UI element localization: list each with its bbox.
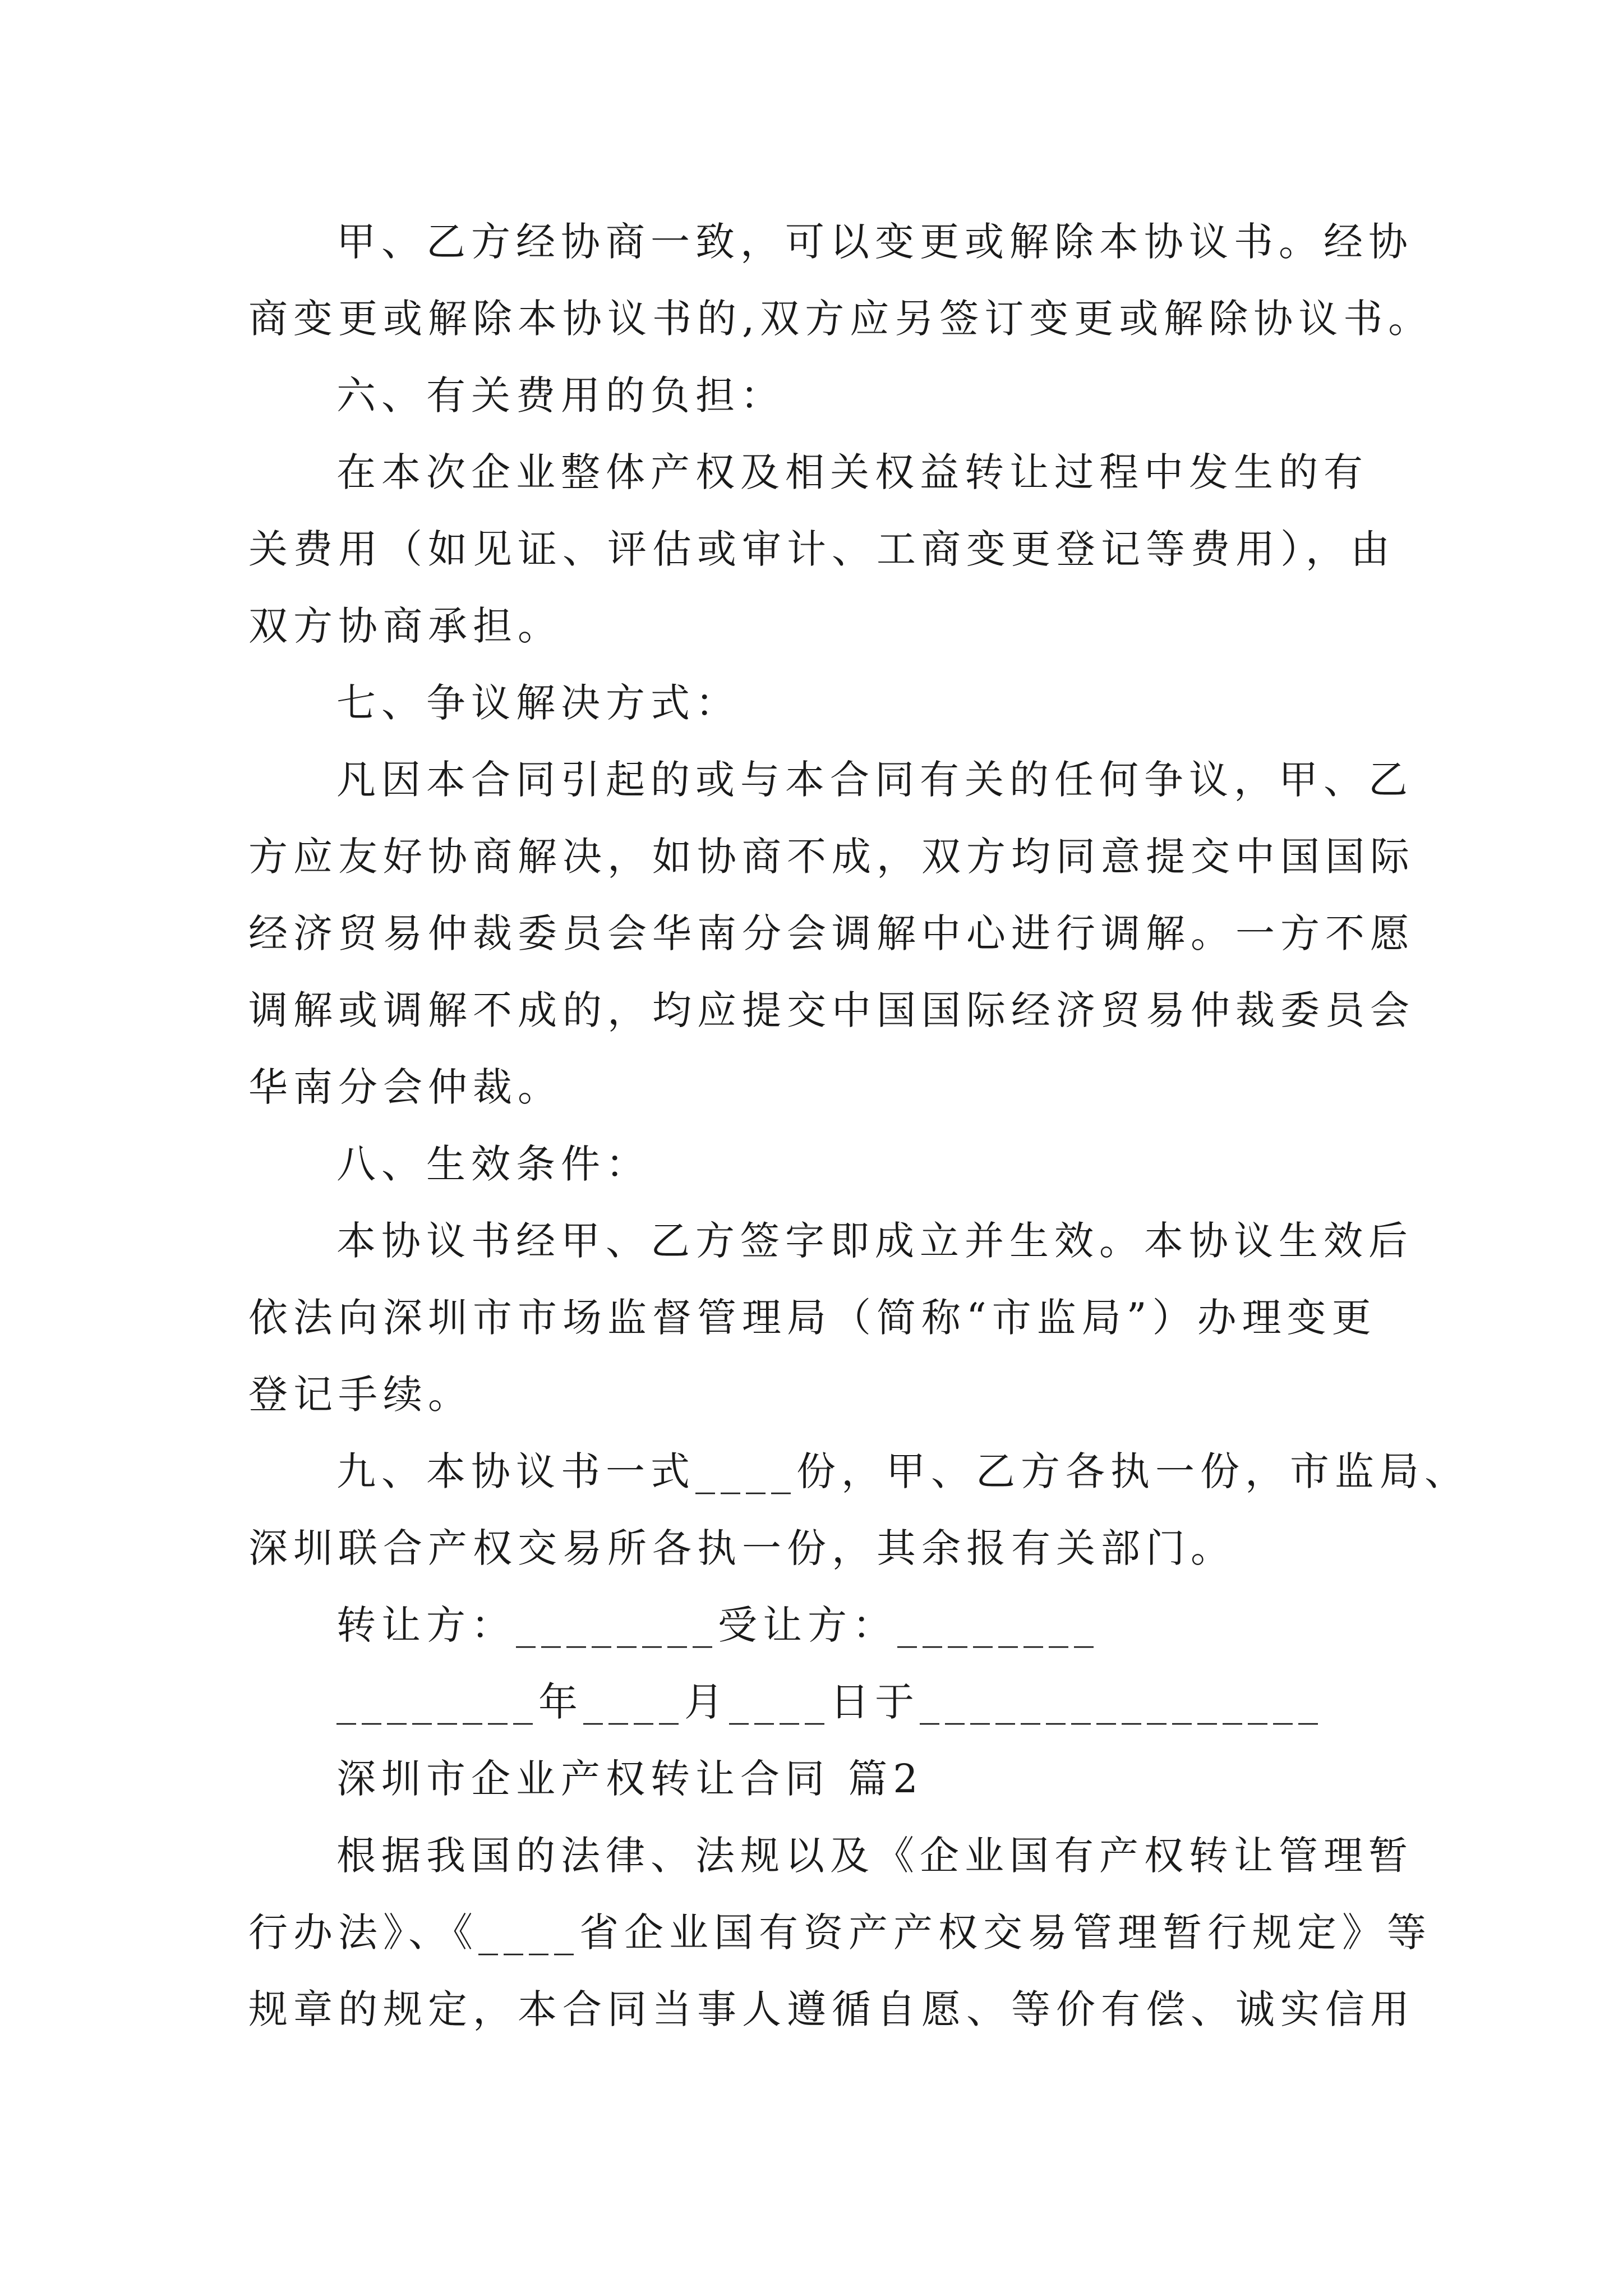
text-line: 甲、乙方经协商一致，可以变更或解除本协议书。经协	[336, 219, 1413, 265]
text-line: 关费用（如见证、评估或审计、工商变更登记等费用），由	[248, 526, 1395, 572]
text-line: 双方协商承担。	[248, 603, 562, 649]
date-line: ________年____月____日于________________	[336, 1679, 1324, 1725]
text-line: 九、本协议书一式____份，甲、乙方各执一份，市监局、	[336, 1448, 1469, 1494]
text-line: 规章的规定，本合同当事人遵循自愿、等价有偿、诚实信用	[248, 1986, 1415, 2032]
section-heading-6: 六、有关费用的负担：	[336, 372, 785, 418]
text-line: 行办法》、《____省企业国有资产产权交易管理暂行规定》等	[248, 1910, 1432, 1955]
text-line: 根据我国的法律、法规以及《企业国有产权转让管理暂	[336, 1833, 1413, 1879]
text-line: 方应友好协商解决，如协商不成，双方均同意提交中国国际	[248, 834, 1415, 880]
contract-section-title: 深圳市企业产权转让合同 篇2	[336, 1756, 924, 1802]
text-line: 登记手续。	[248, 1372, 473, 1418]
section-heading-7: 七、争议解决方式：	[336, 680, 740, 726]
text-line: 在本次企业整体产权及相关权益转让过程中发生的有	[336, 449, 1368, 495]
text-line: 调解或调解不成的，均应提交中国国际经济贸易仲裁委员会	[248, 987, 1415, 1033]
text-line: 依法向深圳市市场监督管理局（简称“市监局”）办理变更	[248, 1295, 1377, 1341]
signature-line: 转让方：________受让方：________	[336, 1602, 1099, 1648]
section-heading-8: 八、生效条件：	[336, 1141, 651, 1187]
text-line: 凡因本合同引起的或与本合同有关的任何争议，甲、乙	[336, 757, 1413, 803]
text-line: 经济贸易仲裁委员会华南分会调解中心进行调解。一方不愿	[248, 910, 1415, 956]
text-line: 商变更或解除本协议书的,双方应另签订变更或解除协议书。	[248, 296, 1433, 342]
text-line: 深圳联合产权交易所各执一份，其余报有关部门。	[248, 1525, 1235, 1571]
text-line: 华南分会仲裁。	[248, 1064, 562, 1110]
text-line: 本协议书经甲、乙方签字即成立并生效。本协议生效后	[336, 1218, 1413, 1264]
